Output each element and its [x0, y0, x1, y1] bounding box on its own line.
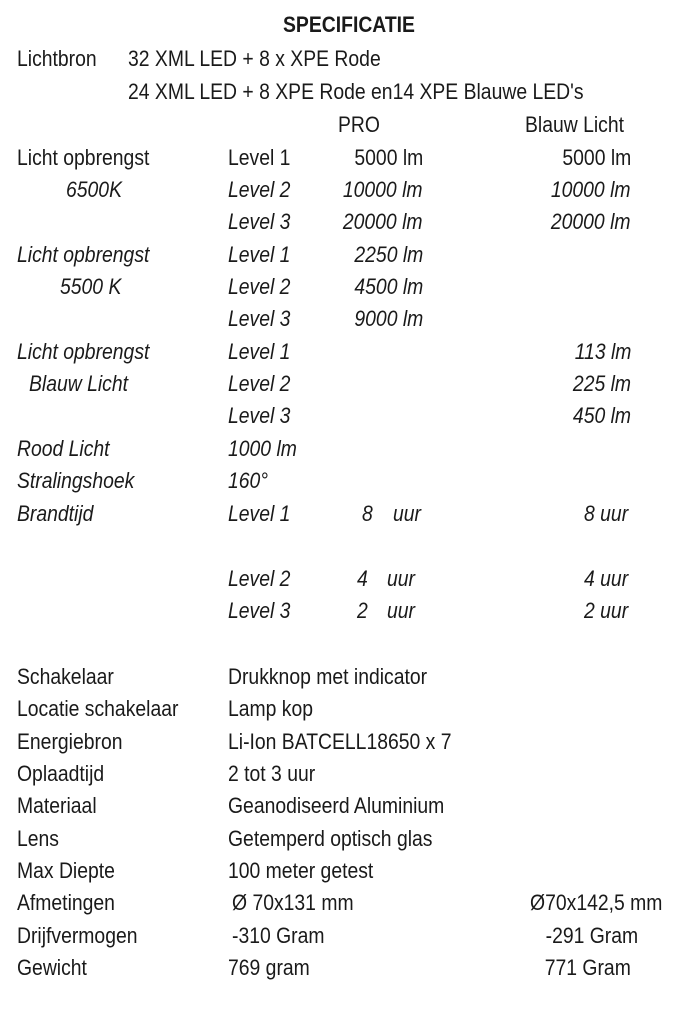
blauw-value: 113 lm	[574, 339, 631, 364]
spec-value: 769 gram	[228, 955, 310, 980]
spec-value: Lamp kop	[228, 696, 314, 721]
output-blauw-label: Licht opbrengst	[17, 339, 150, 364]
output-blauw-sublabel: Blauw Licht	[29, 371, 129, 396]
spec-label: Drijfvermogen	[17, 923, 138, 948]
column-header-pro: PRO	[338, 112, 380, 137]
spec-value: 100 meter getest	[228, 858, 374, 883]
spec-label: Oplaadtijd	[17, 761, 105, 786]
pro-hours-unit: uur	[387, 598, 415, 623]
output-6500-sublabel: 6500K	[66, 177, 122, 202]
blauw-value: 20000 lm	[551, 209, 631, 234]
pro-value: 10000 lm	[343, 177, 423, 202]
spec-value: Geanodiseerd Aluminium	[228, 793, 445, 818]
spec-label: Gewicht	[17, 955, 87, 980]
blauw-hours: 4 uur	[583, 566, 628, 591]
spec-label: Locatie schakelaar	[17, 696, 179, 721]
output-5500-sublabel: 5500 K	[60, 274, 122, 299]
spec-value: -310 Gram	[232, 923, 325, 948]
blauw-value: 5000 lm	[562, 145, 631, 170]
spec-value-alt: Ø70x142,5 mm	[529, 890, 662, 915]
spec-value-alt: 771 Gram	[544, 955, 631, 980]
pro-hours-unit: uur	[387, 566, 415, 591]
level-label: Level 2	[228, 177, 291, 202]
output-6500-label: Licht opbrengst	[17, 145, 150, 170]
spec-label: Lens	[17, 826, 59, 851]
pro-value: 2250 lm	[354, 242, 423, 267]
level-label: Level 3	[228, 209, 291, 234]
page-title: SPECIFICATIE	[283, 12, 415, 37]
pro-value: 9000 lm	[354, 306, 423, 331]
blauw-value: 450 lm	[572, 403, 631, 428]
level-label: Level 3	[228, 403, 291, 428]
lichtbron-label: Lichtbron	[17, 46, 97, 71]
level-label: Level 1	[228, 242, 291, 267]
level-label: Level 2	[228, 274, 291, 299]
pro-value: 20000 lm	[343, 209, 423, 234]
spec-value-alt: -291 Gram	[545, 923, 638, 948]
level-label: Level 3	[228, 306, 291, 331]
spec-label: Afmetingen	[17, 890, 115, 915]
rood-licht-label: Rood Licht	[17, 436, 110, 461]
column-header-blauw: Blauw Licht	[525, 112, 625, 137]
spec-value: Getemperd optisch glas	[228, 826, 433, 851]
pro-hours-unit: uur	[393, 501, 421, 526]
level-label: Level 2	[228, 566, 291, 591]
spec-label: Schakelaar	[17, 664, 114, 689]
level-label: Level 1	[228, 501, 291, 526]
rood-licht-value: 1000 lm	[228, 436, 297, 461]
output-5500-label: Licht opbrengst	[17, 242, 150, 267]
blauw-hours: 8 uur	[583, 501, 628, 526]
lichtbron-line-1: 32 XML LED + 8 x XPE Rode	[128, 46, 381, 71]
level-label: Level 1	[228, 145, 291, 170]
spec-value: 2 tot 3 uur	[228, 761, 316, 786]
spec-label: Materiaal	[17, 793, 97, 818]
pro-hours: 4	[357, 566, 368, 591]
spec-label: Max Diepte	[17, 858, 115, 883]
pro-value: 5000 lm	[354, 145, 423, 170]
blauw-value: 10000 lm	[551, 177, 631, 202]
blauw-value: 225 lm	[572, 371, 631, 396]
pro-hours: 2	[357, 598, 368, 623]
level-label: Level 2	[228, 371, 291, 396]
pro-value: 4500 lm	[354, 274, 423, 299]
spec-value: Drukknop met indicator	[228, 664, 428, 689]
spec-value: Ø 70x131 mm	[232, 890, 354, 915]
spec-label: Energiebron	[17, 729, 123, 754]
stralingshoek-label: Stralingshoek	[17, 468, 135, 493]
brandtijd-label: Brandtijd	[17, 501, 94, 526]
blauw-hours: 2 uur	[583, 598, 628, 623]
stralingshoek-value: 160°	[228, 468, 269, 493]
level-label: Level 1	[228, 339, 291, 364]
spec-value: Li-Ion BATCELL18650 x 7	[228, 729, 452, 754]
lichtbron-line-2: 24 XML LED + 8 XPE Rode en14 XPE Blauwe LED's	[128, 79, 584, 104]
level-label: Level 3	[228, 598, 291, 623]
pro-hours: 8	[362, 501, 373, 526]
